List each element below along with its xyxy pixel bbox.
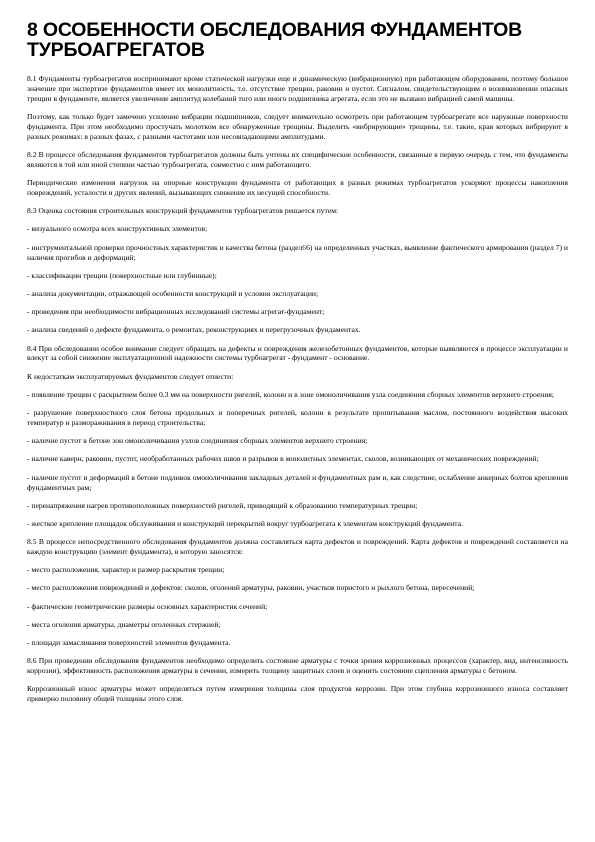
paragraph: К недостаткам эксплуатируемых фундаментов следует отнести: <box>27 371 234 381</box>
paragraph: Коррозионный износ арматуры может определяться путем измерения толщины слоя продуктов коррозии. При этом глубина коррозионного износа составляет примерно половину общей толщины этого слоя. <box>27 684 568 704</box>
list-item: - площади замасливания поверхностей элементов фундамента. <box>27 638 231 648</box>
list-item: - места оголения арматуры, диаметры оголенных стержней; <box>27 619 221 629</box>
list-item: - перенапряжения нагрев противоположных поверхностей ригелей, приводящий к образованию температурных трещин; <box>27 500 418 510</box>
list-item: - наличие каверн, раковин, пустот, необработанных рабочих швов и разрывов в монолитных элементах, сколов, возникающих от механических повреждений; <box>27 454 539 464</box>
paragraph: 8.4 При обследовании особое внимание следует обращать на дефекты и повреждения железобетонных фундаментов, которые выявляются в процессе эксплуатации и влекут за собой снижение эксплуатационной надежности системы турбоагрегат - фундамент - основание. <box>27 343 568 363</box>
list-item: - жесткое крепление площадок обслуживания и конструкций перекрытий вокруг турбоагрегата к элементам конструкций фундамента. <box>27 518 463 528</box>
list-item: - анализа сведений о дефекте фундамента, о ремонтах, реконструкциях и перегрузочных фундаментах. <box>27 325 361 335</box>
section-title: 8 ОСОБЕННОСТИ ОБСЛЕДОВАНИЯ ФУНДАМЕНТОВ ТУРБОАГРЕГАТОВ <box>27 19 522 61</box>
list-item: - проведения при необходимости вибрационных исследований системы агрегат-фундамент; <box>27 307 325 317</box>
paragraph: Периодические изменения нагрузок на опорные конструкции фундамента от работающих в разных режимах турбоагрегатов ускоряют процессы накопления повреждений, усталости и других явлений, вызывающих снижение их несущей способности. <box>27 178 568 198</box>
list-item: - анализа документации, отражающей особенности конструкций и условия эксплуатации; <box>27 288 319 298</box>
paragraph: Поэтому, как только будет замечено усиление вибрации подшипников, следует внимательно осмотреть при работающем турбоагрегате все наружные поверхности фундамента. При этом необходимо простучать молотком все обнаруженные трещины. Выделить «вибрирующие» трещины, т.е. такие, края которых вибрируют в разных режимах: в разных фазах, с разными частотами или несовпадающими амплитудами. <box>27 112 568 141</box>
list-item: - наличие пустот и деформаций в бетоне подливок омоноличивания закладных деталей и фундаментных рам и, как следствие, ослабление анкерных болтов крепления фундаментных рам; <box>27 472 568 492</box>
paragraph: 8.5 В процессе непосредственного обследования фундаментов должна составляться карта дефектов и повреждений. Карта дефектов и повреждений составляется на каждую конструкцию (элемент фундамента), в которую заносятся: <box>27 537 568 557</box>
list-item: - наличие пустот в бетоне зон омоноличивания узлов соединения сборных элементов верхнего строения; <box>27 436 368 446</box>
section-reference-link[interactable]: 6 <box>302 242 307 252</box>
paragraph: 8.1 Фундаменты турбоагрегатов воспринимают кроме статической нагрузки еще и динамическую (вибрационную) при работающем оборудовании, поэтому большое значение при экспертизе фундаментов имеет их монолитность, т.е. отсутствие трещин, раковин и пустот. Сигналом, свидетельствующим о возникновении опасных трещин в фундаменте, является увеличение амплитуд колебаний того или иного подшипника агрегата, если это не вызвано вибрацией самой машины. <box>27 74 568 103</box>
list-item: - инструментальной проверки прочностных характеристик и качества бетона (раздел66) на определенных участках, выявление фактического армирования (раздел 7) и наличия прогибов и деформаций; <box>27 242 568 262</box>
list-item: - разрушение поверхностного слоя бетона продольных и поперечных ригелей, колонн в результате пропитывания маслом, постоянного воздействия высоких температур и размораживания в период строительства; <box>27 408 568 427</box>
list-item: - классификации трещин (поверхностные или глубинные); <box>27 270 217 280</box>
paragraph: 8.6 При проведении обследования фундаментов необходимо определить состояние арматуры с точки зрения коррозионных процессов (характер, вид, интенсивность коррозии), эффективность расположения арматуры в сечении, измерить толщину защитных слоев и оценить состояние сцепления арматуры с бетоном. <box>27 656 568 676</box>
section-body <box>27 74 568 704</box>
paragraph: 8.3 Оценка состояния строительных конструкций фундаментов турбоагрегатов решается путем: <box>27 206 339 216</box>
list-item: - появление трещин с раскрытием более 0,3 мм на поверхности ригелей, колонн и в зоне омоноличивания узла соединения сборных элементов верхнего строения; <box>27 389 555 399</box>
list-item: - место расположения, характер и размер раскрытия трещин; <box>27 565 225 575</box>
list-item: - визуального осмотра всех конструктивных элементов; <box>27 224 208 234</box>
paragraph: 8.2 В процессе обследования фундаментов турбоагрегатов должны быть учтены их специфические особенности, связанные в первую очередь с тем, что фундаменты являются в той или иной степени частью турбоагрегата, совместно с ним работающего. <box>27 150 568 169</box>
list-item: - фактические геометрические размеры основных характеристик сечений; <box>27 601 268 611</box>
list-item: - место расположения повреждений и дефектов: сколов, оголений арматуры, раковин, участков пористого и рыхлого бетона, пересечений; <box>27 583 475 593</box>
